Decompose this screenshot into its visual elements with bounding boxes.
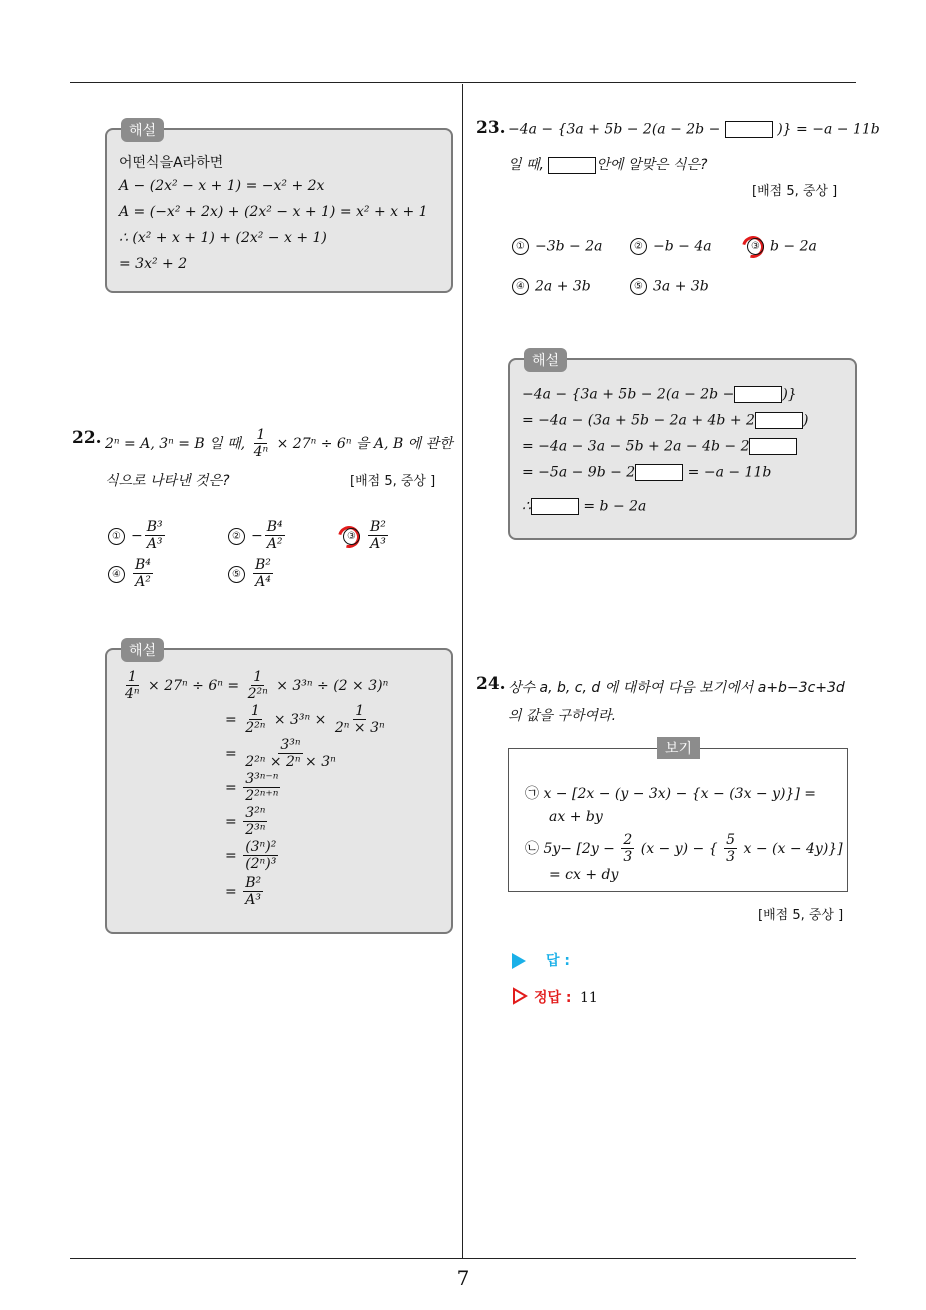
option-23-2[interactable] <box>630 238 712 255</box>
option-number: ⑤ <box>228 566 245 583</box>
solution-tag: 해설 <box>121 638 164 662</box>
fraction <box>724 833 737 865</box>
option-number: ③ <box>747 238 764 255</box>
solution-tag: 해설 <box>524 348 567 372</box>
solution-line <box>522 498 646 515</box>
equals-sign: = <box>225 746 237 763</box>
fraction-numerator: (3ⁿ)² <box>245 839 277 855</box>
blank-box <box>548 157 596 174</box>
answer-row <box>512 950 570 970</box>
fraction <box>252 428 271 460</box>
fraction-numerator: 1 <box>253 669 263 685</box>
outline-arrow-icon <box>512 987 528 1009</box>
fraction <box>333 704 387 736</box>
blank-box <box>635 464 683 481</box>
fraction-numerator: 1 <box>127 669 137 685</box>
fraction-denominator: 4ⁿ <box>253 444 269 461</box>
fraction <box>243 772 280 804</box>
solution-text: × 3³ⁿ ÷ (2 × 3)ⁿ <box>276 678 389 695</box>
solution-line <box>522 464 771 481</box>
example-item-1 <box>525 783 816 803</box>
fraction-numerator: 1 <box>355 703 365 719</box>
fraction-numerator: B² <box>255 557 271 573</box>
solution-text: = −4a − (3a + 5b − 2a + 4b + 2 <box>522 412 755 429</box>
equals-sign: = <box>225 814 237 831</box>
fraction-numerator: 2 <box>623 832 633 848</box>
option-23-3[interactable] <box>747 238 817 255</box>
blank-box <box>725 121 773 138</box>
fraction <box>133 558 153 590</box>
option-number: ③ <box>343 528 360 545</box>
correct-answer-value: 11 <box>579 990 598 1006</box>
option-number: ① <box>512 238 529 255</box>
score-label-24: [배점 5, 중상 ] <box>758 908 844 923</box>
correct-answer-label: 정답 : <box>534 990 572 1006</box>
option-number: ④ <box>512 278 529 295</box>
option-text: −b − 4a <box>653 238 712 255</box>
score-label-23: [배점 5, 중상 ] <box>752 184 838 199</box>
fraction-numerator: 5 <box>726 832 736 848</box>
fraction-numerator: 1 <box>250 703 260 719</box>
fraction-denominator: A² <box>135 574 151 591</box>
fraction <box>243 704 267 736</box>
question-text: 일 때, <box>508 157 544 173</box>
fraction-numerator: 3³ⁿ⁻ⁿ <box>245 771 279 787</box>
question-22-line2: 식으로 나타낸 것은? <box>105 473 230 489</box>
question-text: 안에 알맞은 식은? <box>596 157 708 173</box>
solution-text: = −4a − 3a − 5b + 2a − 4b − 2 <box>522 438 750 455</box>
correct-answer-row <box>512 987 598 1009</box>
fraction <box>243 738 338 770</box>
solution-row-1 <box>121 670 388 702</box>
fraction-denominator: 2²ⁿ <box>247 686 268 703</box>
solution-box-22 <box>105 643 453 934</box>
example-item-2-cont: = cx + dy <box>549 867 619 883</box>
fraction <box>123 670 142 702</box>
solution-box-21 <box>105 123 453 293</box>
example-text: x − (x − 4y)}] <box>743 841 843 858</box>
fraction <box>246 670 270 702</box>
fraction-denominator: 2²ⁿ <box>245 720 266 737</box>
option-sign: − <box>251 528 263 545</box>
expression-part: −4a − {3a + 5b − 2(a − 2b − <box>508 121 721 138</box>
solution-line <box>522 412 808 429</box>
option-22-3[interactable] <box>343 520 390 552</box>
option-text: 2a + 3b <box>535 278 591 295</box>
option-text: b − 2a <box>770 238 817 255</box>
fraction-denominator: 3 <box>623 849 633 866</box>
fraction-numerator: B² <box>245 875 262 891</box>
blank-box <box>734 386 782 403</box>
solution-text: × 27ⁿ ÷ 6ⁿ = <box>148 678 240 695</box>
fraction <box>145 520 165 552</box>
solution-text: = −5a − 9b − 2 <box>522 464 636 481</box>
item-marker: ㉠ <box>525 786 539 802</box>
fraction <box>243 806 267 838</box>
example-tag: 보기 <box>657 737 700 759</box>
fraction-denominator: A³ <box>370 536 386 553</box>
equals-sign: = <box>225 848 237 865</box>
fraction-numerator: B² <box>370 519 386 535</box>
fraction-denominator: 3 <box>726 849 736 866</box>
option-22-5[interactable] <box>228 558 275 590</box>
solution-line <box>522 438 797 455</box>
fraction-denominator: 4ⁿ <box>125 686 140 703</box>
question-24-line2: 의 값을 구하여라. <box>508 708 617 724</box>
fraction-denominator: A⁴ <box>255 574 271 591</box>
example-item-2 <box>525 833 843 865</box>
question-23-line2 <box>508 154 707 174</box>
fraction-denominator: 2²ⁿ⁺ⁿ <box>245 788 279 805</box>
solution-line: A = (−x² + 2x) + (2x² − x + 1) = x² + x + 1 <box>119 204 428 220</box>
fraction <box>621 833 634 865</box>
fraction-numerator: B⁴ <box>135 557 151 573</box>
play-arrow-icon <box>512 953 526 969</box>
top-rule <box>70 82 856 83</box>
question-number-22: 22. <box>72 428 102 448</box>
solution-row-3 <box>225 738 340 770</box>
option-number: ① <box>108 528 125 545</box>
fraction-numerator: B⁴ <box>266 519 283 535</box>
therefore-symbol: ∴ <box>522 498 531 515</box>
fraction-denominator: 2ⁿ × 3ⁿ <box>334 720 385 737</box>
fraction-numerator: 3³ⁿ <box>280 737 301 753</box>
solution-line: A − (2x² − x + 1) = −x² + 2x <box>119 178 325 194</box>
fraction-denominator: A² <box>266 536 283 553</box>
option-text: −3b − 2a <box>535 238 603 255</box>
solution-text: = −a − 11b <box>687 464 772 481</box>
example-text: 5y− [2y − <box>543 841 615 858</box>
example-item-1-cont: ax + by <box>549 809 603 825</box>
fraction-numerator: 3²ⁿ <box>245 805 266 821</box>
question-number-24: 24. <box>476 674 506 694</box>
option-number: ⑤ <box>630 278 647 295</box>
solution-line: ∴ (x² + x + 1) + (2x² − x + 1) <box>119 230 327 246</box>
expression-part: )} = −a − 11b <box>777 121 880 138</box>
fraction <box>368 520 388 552</box>
fraction-denominator: 2²ⁿ × 2ⁿ × 3ⁿ <box>245 754 336 771</box>
example-box <box>508 741 848 892</box>
column-divider <box>462 84 463 1258</box>
equals-sign: = <box>225 780 237 797</box>
fraction-denominator: A³ <box>146 536 163 553</box>
solution-intro: 어떤식을A라하면 <box>119 155 224 171</box>
question-22-text-a: 2ⁿ = A, 3ⁿ = B 일 때, <box>105 436 246 453</box>
bottom-rule <box>70 1258 856 1259</box>
solution-text: × 3³ⁿ × <box>273 712 327 729</box>
solution-row-7 <box>225 876 265 908</box>
question-24-line1: 상수 a, b, c, d 에 대하여 다음 보기에서 a+b−3c+3d <box>508 680 845 696</box>
solution-tag: 해설 <box>121 118 164 142</box>
score-label-22: [배점 5, 중상 ] <box>350 474 436 489</box>
option-number: ② <box>630 238 647 255</box>
example-text: x − [2x − (y − 3x) − {x − (3x − y)}] = <box>543 786 817 802</box>
solution-text: ) <box>802 412 809 429</box>
equals-sign: = <box>225 884 237 901</box>
question-22-line1 <box>105 428 453 460</box>
item-marker: ㉡ <box>525 841 539 858</box>
blank-box <box>749 438 797 455</box>
option-number: ④ <box>108 566 125 583</box>
option-sign: − <box>131 528 143 545</box>
option-text: 3a + 3b <box>653 278 709 295</box>
solution-box-23 <box>508 353 857 540</box>
option-22-1[interactable] <box>108 520 167 552</box>
fraction <box>265 520 285 552</box>
solution-row-4 <box>225 772 282 804</box>
fraction-numerator: B³ <box>146 519 163 535</box>
option-23-4[interactable] <box>512 278 591 295</box>
option-22-2[interactable] <box>228 520 287 552</box>
option-23-5[interactable] <box>630 278 709 295</box>
solution-row-5 <box>225 806 269 838</box>
page-number: 7 <box>456 1266 470 1290</box>
equals-sign: = <box>225 712 237 729</box>
option-22-4[interactable] <box>108 558 155 590</box>
question-22-text-b: × 27ⁿ ÷ 6ⁿ 을 A, B 에 관한 <box>276 436 453 453</box>
option-23-1[interactable] <box>512 238 602 255</box>
fraction-denominator: A³ <box>245 892 261 909</box>
fraction-denominator: (2ⁿ)³ <box>245 856 277 873</box>
fraction <box>243 876 263 908</box>
solution-line: = 3x² + 2 <box>119 256 188 272</box>
solution-row-2 <box>225 704 389 736</box>
solution-text: −4a − {3a + 5b − 2(a − 2b − <box>522 386 735 403</box>
answer-label: 답 : <box>546 953 570 969</box>
example-text: (x − y) − { <box>640 841 718 858</box>
fraction-denominator: 2³ⁿ <box>245 822 266 839</box>
solution-text: )} <box>782 386 797 403</box>
solution-line <box>522 386 797 403</box>
solution-text: = b − 2a <box>583 498 647 515</box>
blank-box <box>531 498 579 515</box>
solution-row-6 <box>225 840 280 872</box>
question-number-23: 23. <box>476 118 506 138</box>
fraction-numerator: 1 <box>256 427 266 443</box>
fraction <box>253 558 273 590</box>
fraction <box>243 840 278 872</box>
blank-box <box>755 412 803 429</box>
question-23-expression <box>508 121 880 138</box>
option-number: ② <box>228 528 245 545</box>
